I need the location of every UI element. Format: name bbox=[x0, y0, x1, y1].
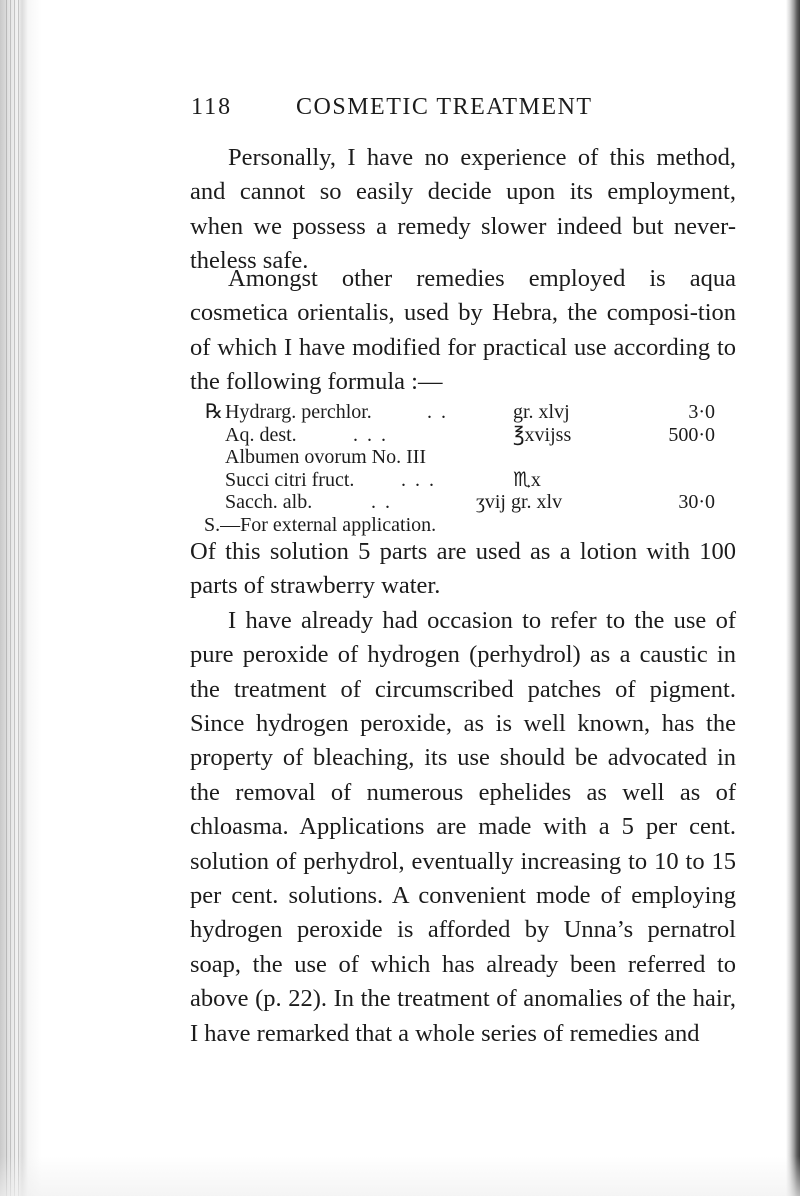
paragraph-text: I have already had occasion to refer to the use of pure peroxide of hydrogen (perhydrol) as a caustic in the treatment of circumscribed patches of pigment. Since hydrogen peroxide, as is well known, has the property of bleaching, its use should be advocated in the removal of numerous ephelides as well as of chloasma. Applications are made with a 5 per cent. solution of perhydrol, eventually increasing to 10 to 15 per cent. solutions. A convenient mode of employing hydrogen peroxide is afforded by Unna’s pernatrol soap, the use of which has already been referred to above (p. 22). In the treatment of anomalies of the hair, I have remarked that a whole series of remedies and bbox=[190, 606, 736, 1047]
prescription-formula bbox=[205, 401, 715, 536]
leader-dots: . . . bbox=[353, 423, 388, 446]
formula-row bbox=[205, 424, 715, 447]
paragraph-text: Personally, I have no experience of this method, and cannot so easily decide upon its employment, when we possess a remedy slower indeed but never-theless safe. bbox=[190, 144, 736, 275]
ingredient-name: Albumen ovorum No. III bbox=[225, 446, 427, 468]
ingredient-amount: 3·0 bbox=[688, 401, 715, 423]
ingredient-name: Succi citri fruct. bbox=[225, 468, 355, 491]
ingredient-amount: 30·0 bbox=[678, 491, 715, 513]
running-title: COSMETIC TREATMENT bbox=[296, 94, 593, 120]
ingredient-dose: ♏︎x bbox=[513, 468, 541, 491]
page-number: 118 bbox=[191, 94, 233, 120]
formula-row bbox=[205, 446, 715, 469]
ingredient-dose: ℥xvijss bbox=[513, 423, 572, 446]
formula-row bbox=[205, 469, 715, 492]
paragraph-amongst bbox=[190, 262, 736, 400]
signa-instruction: S.—For external application. bbox=[204, 513, 437, 536]
paragraph-text: Of this solution 5 parts are used as a lotion with 100 parts of strawberry water. bbox=[190, 538, 736, 600]
formula-row bbox=[205, 491, 715, 514]
paragraph-lotion-and-peroxide bbox=[190, 535, 736, 1051]
recipe-symbol: ℞ bbox=[205, 401, 223, 423]
leader-dots: . . bbox=[371, 491, 392, 513]
leader-dots: . . bbox=[427, 401, 448, 423]
formula-signa-row bbox=[205, 514, 715, 537]
paragraph-personally bbox=[190, 141, 736, 279]
leader-dots: . . . bbox=[401, 468, 436, 491]
ingredient-dose: ʒvij gr. xlv bbox=[476, 491, 563, 513]
ingredient-name: Sacch. alb. bbox=[225, 491, 313, 513]
ingredient-name: Aq. dest. bbox=[225, 423, 297, 446]
ingredient-dose: gr. xlvj bbox=[513, 401, 570, 423]
formula-row bbox=[205, 401, 715, 424]
ingredient-name: Hydrarg. perchlor. bbox=[225, 401, 372, 423]
ingredient-amount: 500·0 bbox=[668, 423, 715, 446]
paragraph-text: Amongst other remedies employed is aqua cosmetica orientalis, used by Hebra, the composi-tion of which I have modified for practical use according to the following formula :— bbox=[190, 265, 736, 396]
